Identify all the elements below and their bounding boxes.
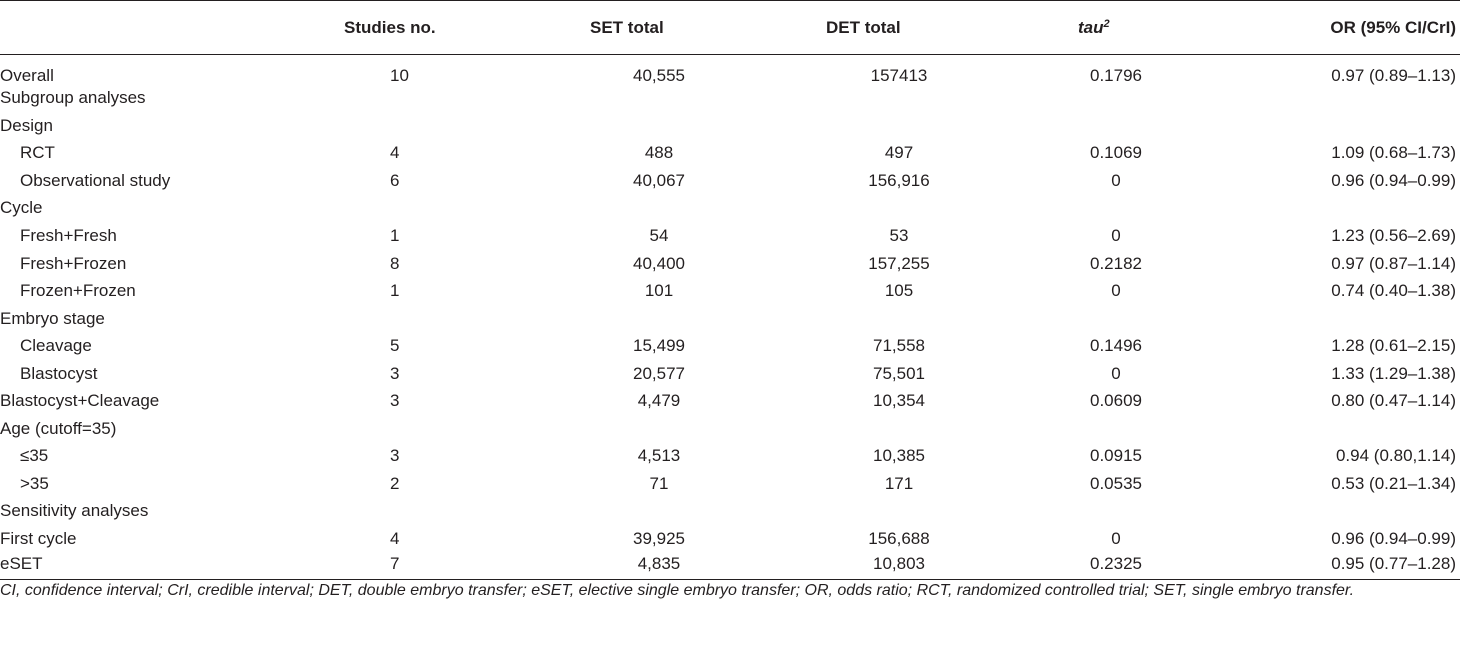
- set-total-cell: 40,555: [633, 66, 685, 85]
- row-label: Design: [0, 115, 53, 135]
- header-det-total: DET total: [772, 1, 1012, 55]
- studies-cell: [262, 497, 532, 525]
- tau-cell: [1012, 112, 1220, 140]
- set-total-cell: [532, 84, 772, 112]
- row-label: eSET: [0, 552, 262, 580]
- tau-cell: [1012, 194, 1220, 222]
- row-label: Fresh+Frozen: [20, 253, 127, 273]
- table-header: [0, 1, 1460, 55]
- table-row: [0, 415, 1460, 443]
- det-total-cell: [772, 415, 1012, 443]
- studies-cell: 1: [390, 226, 400, 245]
- or-cell: [1220, 304, 1460, 332]
- row-label: Cleavage: [20, 336, 92, 356]
- det-total-cell: 71,558: [873, 336, 925, 356]
- tau-cell: 0: [1111, 170, 1121, 190]
- table-row: [0, 249, 1460, 277]
- table-row: [0, 552, 1460, 580]
- set-total-cell: 101: [644, 281, 674, 301]
- set-total-cell: 54: [649, 226, 669, 245]
- table-footnote: CI, confidence interval; CrI, credible interval; DET, double embryo transfer; eSET, elective single embryo transfer; OR, odds ratio; RCT, randomized controlled trial; SET, single embryo transfer.: [0, 582, 1355, 599]
- table-row: [0, 442, 1460, 470]
- tau-cell: [1012, 84, 1220, 112]
- tau-cell: 0.0915: [1090, 446, 1142, 466]
- or-cell: [1220, 112, 1460, 140]
- or-cell: 0.94 (0.80,1.14): [1335, 446, 1456, 466]
- table-row: [0, 497, 1460, 525]
- table-row: [0, 277, 1460, 305]
- table-row: [0, 222, 1460, 250]
- studies-cell: [262, 112, 532, 140]
- row-label: Blastocyst: [20, 363, 98, 383]
- or-cell: 1.09 (0.68–1.73): [1331, 143, 1456, 163]
- set-total-cell: [532, 497, 772, 525]
- studies-cell: 10: [390, 66, 409, 85]
- set-total-cell: 488: [644, 143, 674, 163]
- studies-cell: 2: [390, 473, 400, 493]
- det-total-cell: 157,255: [868, 253, 930, 273]
- det-total-cell: 171: [884, 473, 914, 493]
- det-total-cell: 53: [889, 226, 909, 245]
- studies-cell: 8: [390, 253, 400, 273]
- set-total-cell: 71: [649, 473, 669, 493]
- set-total-cell: [532, 112, 772, 140]
- det-total-cell: [772, 112, 1012, 140]
- set-total-cell: 4,479: [637, 391, 681, 411]
- tau-cell: 0: [1111, 226, 1121, 245]
- studies-cell: 4: [390, 143, 400, 163]
- set-total-cell: 4,835: [532, 552, 772, 580]
- det-total-cell: [772, 304, 1012, 332]
- row-label: Subgroup analyses: [0, 88, 146, 108]
- tau-cell: 0.1069: [1090, 143, 1142, 163]
- header-studies: Studies no.: [262, 1, 532, 55]
- set-total-cell: 4,513: [637, 446, 681, 466]
- det-total-cell: 156,916: [868, 170, 930, 190]
- or-cell: 0.96 (0.94–0.99): [1331, 170, 1456, 190]
- set-total-cell: [532, 194, 772, 222]
- table-body: [0, 55, 1460, 580]
- tau-cell: 0.1496: [1090, 336, 1142, 356]
- or-cell: [1220, 415, 1460, 443]
- tau-cell: 0.0609: [1090, 391, 1142, 411]
- studies-cell: 3: [390, 391, 400, 411]
- tau-cell: 0.0535: [1090, 473, 1142, 493]
- table-row: [0, 112, 1460, 140]
- studies-cell: [262, 415, 532, 443]
- row-label: Cycle: [0, 198, 43, 218]
- studies-cell: 3: [390, 363, 400, 383]
- det-total-cell: [772, 497, 1012, 525]
- or-cell: 1.23 (0.56–2.69): [1331, 226, 1456, 245]
- det-total-cell: 105: [884, 281, 914, 301]
- studies-cell: [262, 194, 532, 222]
- header-tau-superscript: 2: [1103, 17, 1110, 30]
- or-cell: 1.33 (1.29–1.38): [1331, 363, 1456, 383]
- studies-cell: 4: [390, 529, 400, 549]
- or-cell: 0.74 (0.40–1.38): [1331, 281, 1456, 301]
- det-total-cell: 156,688: [868, 529, 930, 549]
- row-label: Frozen+Frozen: [20, 281, 136, 301]
- set-total-cell: 20,577: [633, 363, 685, 383]
- tau-cell: [1012, 415, 1220, 443]
- table-row: [0, 470, 1460, 498]
- or-cell: 0.80 (0.47–1.14): [1331, 391, 1456, 411]
- table-row: [0, 525, 1460, 553]
- det-total-cell: 497: [884, 143, 914, 163]
- tau-cell: 0.2325: [1012, 552, 1220, 580]
- set-total-cell: 40,067: [633, 170, 685, 190]
- set-total-cell: [532, 304, 772, 332]
- table-row: [0, 359, 1460, 387]
- det-total-cell: 10,803: [772, 552, 1012, 580]
- table-row: [0, 332, 1460, 360]
- det-total-cell: [772, 194, 1012, 222]
- tau-cell: 0.2182: [1090, 253, 1142, 273]
- row-label: First cycle: [0, 529, 77, 549]
- row-label: Age (cutoff=35): [0, 418, 117, 438]
- studies-cell: 7: [262, 552, 532, 580]
- set-total-cell: 15,499: [633, 336, 685, 356]
- table-row: [0, 387, 1460, 415]
- tau-cell: 0: [1111, 529, 1121, 549]
- row-label: Blastocyst+Cleavage: [0, 391, 160, 411]
- or-cell: 0.97 (0.87–1.14): [1331, 253, 1456, 273]
- tau-cell: 0: [1111, 363, 1121, 383]
- set-total-cell: 39,925: [633, 529, 685, 549]
- header-tau: [1012, 1, 1220, 55]
- row-label: Embryo stage: [0, 308, 105, 328]
- header-row: [0, 1, 1460, 55]
- studies-cell: 6: [390, 170, 400, 190]
- studies-cell: 5: [390, 336, 400, 356]
- set-total-cell: [532, 415, 772, 443]
- studies-cell: [262, 84, 532, 112]
- studies-cell: 3: [390, 446, 400, 466]
- row-label: Overall: [0, 66, 54, 85]
- header-set-total: SET total: [532, 1, 772, 55]
- tau-cell: [1012, 497, 1220, 525]
- tau-cell: [1012, 304, 1220, 332]
- det-total-cell: 157413: [870, 66, 928, 85]
- or-cell: 0.97 (0.89–1.13): [1331, 66, 1456, 85]
- studies-cell: [262, 304, 532, 332]
- or-cell: [1220, 84, 1460, 112]
- header-or: OR (95% CI/CrI): [1220, 1, 1460, 55]
- header-tau-text: tau: [1078, 17, 1104, 37]
- or-cell: 0.95 (0.77–1.28): [1220, 552, 1460, 580]
- row-label: ≤35: [20, 446, 49, 466]
- det-total-cell: [772, 84, 1012, 112]
- table-row: [0, 55, 1460, 85]
- tau-cell: 0.1796: [1090, 66, 1142, 85]
- row-label: Sensitivity analyses: [0, 501, 149, 521]
- row-label: >35: [20, 473, 49, 493]
- table-row: [0, 139, 1460, 167]
- table-row: [0, 194, 1460, 222]
- or-cell: 0.53 (0.21–1.34): [1331, 473, 1456, 493]
- row-label: Fresh+Fresh: [20, 226, 117, 245]
- set-total-cell: 40,400: [633, 253, 685, 273]
- table-row: [0, 167, 1460, 195]
- table-row: [0, 304, 1460, 332]
- or-cell: 1.28 (0.61–2.15): [1331, 336, 1456, 356]
- det-total-cell: 75,501: [873, 363, 925, 383]
- row-label: Observational study: [20, 170, 171, 190]
- tau-cell: 0: [1111, 281, 1121, 301]
- header-label: [0, 1, 262, 55]
- table-row: [0, 84, 1460, 112]
- studies-cell: 1: [390, 281, 400, 301]
- or-cell: [1220, 194, 1460, 222]
- or-cell: [1220, 497, 1460, 525]
- row-label: RCT: [20, 143, 55, 163]
- det-total-cell: 10,385: [873, 446, 925, 466]
- or-cell: 0.96 (0.94–0.99): [1331, 529, 1456, 549]
- det-total-cell: 10,354: [873, 391, 925, 411]
